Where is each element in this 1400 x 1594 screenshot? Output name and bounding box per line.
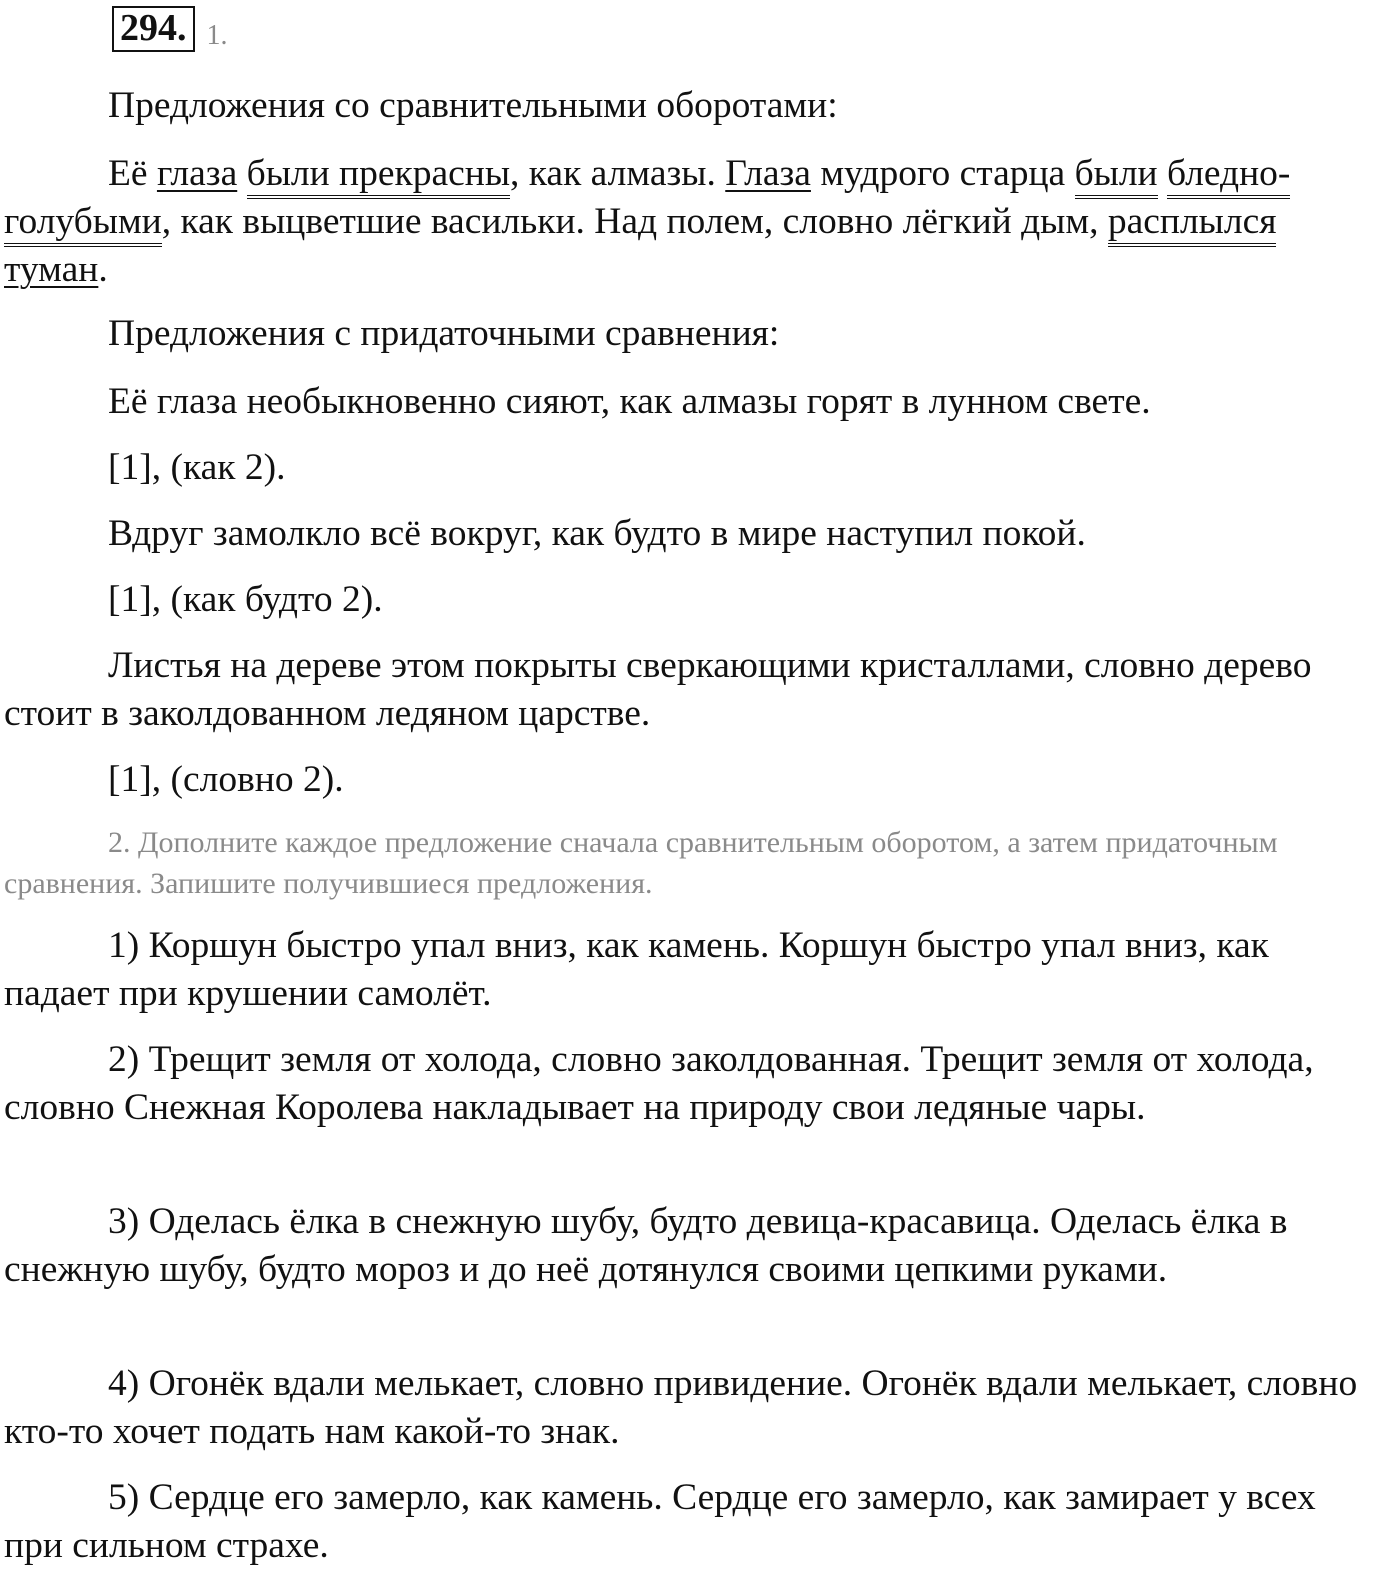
section-2-scheme-1: [1], (как 2). xyxy=(108,447,286,488)
task-2-instruction: 2. Дополните каждое предложение сначала сравнительным оборотом, а затем придаточным сравнения. Запишите получившиеся предложения. xyxy=(4,826,1278,900)
s2-comparison: , как выцветшие васильки. xyxy=(161,201,585,242)
answer-3: 3) Оделась ёлка в снежную шубу, будто девица-красавица. Оделась ёлка в снежную шубу, будто мороз и до неё дотянулся своими цепкими руками. xyxy=(4,1201,1288,1290)
answer-5: 5) Сердце его замерло, как камень. Сердце его замерло, как замирает у всех при сильном страхе. xyxy=(4,1477,1316,1566)
s1-word: Её xyxy=(108,153,148,194)
section-2-sentence-1: Её глаза необыкновенно сияют, как алмазы горят в лунном свете. xyxy=(108,381,1151,422)
s2-subject: Глаза xyxy=(725,153,811,194)
answer-1: 1) Коршун быстро упал вниз, как камень. Коршун быстро упал вниз, как падает при крушении самолёт. xyxy=(4,925,1269,1014)
s2-predicate-b: бледно-голубыми xyxy=(4,153,1290,247)
s1-predicate: были прекрасны xyxy=(247,153,510,199)
answer-4: 4) Огонёк вдали мелькает, словно привидение. Огонёк вдали мелькает, словно кто-то хочет подать нам какой-то знак. xyxy=(4,1363,1358,1452)
s3-subject: туман xyxy=(4,249,99,290)
s1-subject: глаза xyxy=(156,153,238,194)
task-1-label: 1. xyxy=(206,20,228,51)
section-2-scheme-2: [1], (как будто 2). xyxy=(108,579,383,620)
s2-mid: мудрого старца xyxy=(820,153,1066,194)
section-2-scheme-3: [1], (словно 2). xyxy=(108,759,344,800)
section-2-heading: Предложения с придаточными сравнения: xyxy=(108,313,780,354)
answer-2: 2) Трещит земля от холода, словно заколдованная. Трещит земля от холода, словно Снежная Королева накладывает на природу свои ледяные чары. xyxy=(4,1039,1314,1128)
exercise-number: 294. xyxy=(112,6,195,52)
section-2-sentence-2: Вдруг замолкло всё вокруг, как будто в мире наступил покой. xyxy=(108,513,1086,554)
section-1-heading: Предложения со сравнительными оборотами: xyxy=(108,85,838,126)
section-2-sentence-3: Листья на дереве этом покрыты сверкающими кристаллами, словно дерево стоит в заколдованном ледяном царстве. xyxy=(4,645,1312,734)
s3-end: . xyxy=(98,249,108,290)
section-1-examples xyxy=(4,150,1372,294)
exercise-header xyxy=(112,6,228,52)
s3-lead: Над полем, словно лёгкий дым, xyxy=(594,201,1099,242)
s1-comparison: , как алмазы. xyxy=(510,153,716,194)
s3-predicate: расплылся xyxy=(1108,201,1277,247)
s2-predicate-a: были xyxy=(1075,153,1158,199)
